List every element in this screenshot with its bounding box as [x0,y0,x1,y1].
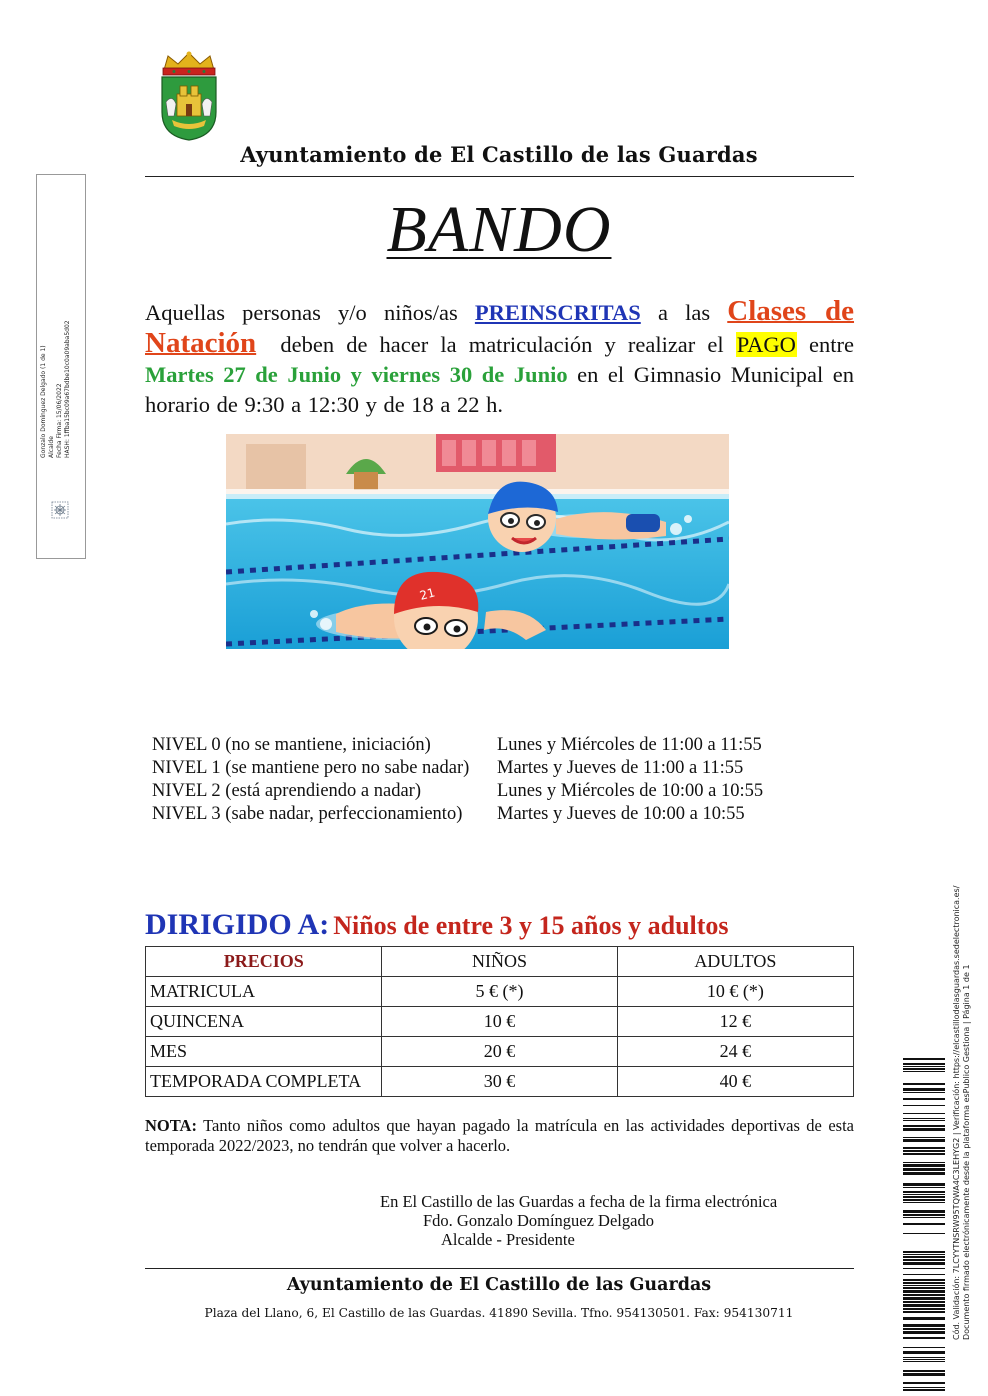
validation-text [952,886,972,1340]
barcode-bar [903,1290,945,1293]
target-audience [145,908,865,942]
barcode-bar [903,1214,945,1216]
barcode-bar [903,1164,945,1167]
barcode-bar [903,1172,945,1175]
barcode-bar [903,1088,945,1091]
table-cell: 10 € [382,1007,617,1037]
barcode-bar [903,1063,945,1065]
barcode-bar [903,1324,945,1327]
target-audience-value: Niños de entre 3 y 15 años y adultos [333,911,729,940]
page-title: BANDO [386,193,612,266]
barcode-bar [903,1137,945,1138]
validation-line: Cód. Validación: 7LCYYTNSRW95TQWA4C3LEHYG2 | Verificación: https://elcastillodelasguardas.sedelectronica.es/ [952,885,961,1340]
barcode-icon [903,1058,945,1394]
barcode-bar [903,1196,945,1198]
table-cell: 30 € [382,1067,617,1097]
barcode-bar [903,1118,945,1119]
barcode-bar [903,1128,945,1131]
level-row [152,734,852,757]
barcode-bar [903,1147,945,1149]
header-title: Ayuntamiento de El Castillo de las Guardas [240,142,758,167]
signer-role: Alcalde - Presidente [441,1230,575,1249]
barcode-bar [903,1199,945,1201]
signature-line: Gonzalo Domínguez Delgado (1 de 1) [40,345,47,458]
note-text: Tanto niños como adultos que hayan pagado la matrícula en las actividades deportivas de esta temporada 2022/2023, no tendrán que volver a hacerlo. [145,1116,854,1155]
barcode-bar [903,1153,945,1155]
pago-highlight: PAGO [736,332,796,357]
table-row [146,977,854,1007]
barcode-bar [903,1387,945,1388]
barcode-bar [903,1370,945,1372]
barcode-bar [903,1331,945,1334]
table-header-row [146,947,854,977]
barcode-bar [903,1183,945,1186]
swimming-children-illustration [226,434,729,649]
intro-text: en el Gimnasio Municipal en horario de 9:30 a 12:30 y de 18 a 22 h. [145,362,854,417]
signature-date-line: En El Castillo de las Guardas a fecha de la firma electrónica [380,1192,778,1211]
barcode-bar [903,1268,945,1269]
signer-name: Fdo. Gonzalo Domínguez Delgado [423,1211,654,1230]
level-name: NIVEL 2 (está aprendiendo a nadar) [152,781,421,801]
intro-paragraph [145,296,854,420]
barcode-bar [903,1139,945,1142]
table-header-cell: ADULTOS [617,947,853,977]
level-row [152,780,852,803]
cap-label: 21 [418,585,437,603]
barcode-bar [903,1337,945,1339]
table-row [146,1037,854,1067]
barcode-bar [903,1092,945,1093]
table-cell: MATRICULA [146,977,382,1007]
barcode-bar [903,1233,945,1234]
barcode-bar [903,1125,945,1127]
barcode-bar [903,1351,945,1354]
level-name: NIVEL 1 (se mantiene pero no sabe nadar) [152,758,470,778]
barcode-bar [903,1191,945,1193]
level-schedule: Lunes y Miércoles de 11:00 a 11:55 [497,735,762,755]
signature-line: Alcalde [48,436,55,458]
barcode-bar [903,1308,945,1310]
barcode-bar [903,1297,945,1300]
table-cell: 10 € (*) [617,977,853,1007]
signature-block [380,1192,850,1249]
header-divider [145,176,854,177]
barcode-bar [903,1071,945,1072]
table-row [146,1007,854,1037]
barcode-bar [903,1210,945,1213]
barcode-bar [903,1389,945,1391]
validation-line: Documento firmado electrónicamente desde la plataforma esPublico Gestiona | Página 1 de 1 [962,964,971,1340]
barcode-bar [903,1217,945,1218]
table-cell: QUINCENA [146,1007,382,1037]
barcode-bar [903,1150,945,1152]
barcode-bar [903,1168,945,1171]
intro-text: entre [809,332,855,357]
preinscritas-highlight: PREINSCRITAS [474,300,641,325]
level-name: NIVEL 3 (sabe nadar, perfeccionamiento) [152,804,463,824]
barcode-bar [903,1162,945,1163]
level-schedule: Martes y Jueves de 11:00 a 11:55 [497,758,744,778]
barcode-bar [903,1251,945,1253]
table-cell: 24 € [617,1037,853,1067]
barcode-bar [903,1254,945,1255]
barcode-bar [903,1317,945,1320]
table-cell: TEMPORADA COMPLETA [146,1067,382,1097]
dates-highlight: Martes 27 de Junio y viernes 30 de Junio [145,362,568,387]
barcode-bar [903,1287,945,1289]
barcode-bar [903,1279,945,1281]
barcode-bar [903,1357,945,1358]
level-name: NIVEL 0 (no se mantiene, iniciación) [152,735,431,755]
barcode-bar [903,1066,945,1067]
prices-table [145,946,854,1097]
table-cell: 40 € [617,1067,853,1097]
intro-text: Aquellas personas y/o niños/as [145,300,458,325]
clases-natacion-highlight: Clases de Natación [145,295,855,359]
table-cell: 5 € (*) [382,977,617,1007]
signature-line: Fecha Firma: 15/06/2022 [56,383,63,458]
barcode-bar [903,1058,945,1060]
barcode-bar [903,1120,945,1121]
coat-of-arms-logo [158,50,220,142]
barcode-bar [903,1256,945,1258]
barcode-bar [903,1259,945,1261]
note-label: NOTA: [145,1116,197,1135]
footer-address: Plaza del Llano, 6, El Castillo de las Guardas. 41890 Sevilla. Tfno. 954130501. Fax: 954130711 [204,1306,794,1320]
barcode-bar [903,1347,945,1348]
barcode-bar [903,1301,945,1303]
barcode-bar [903,1202,945,1203]
intro-text: deben de hacer la matriculación y realizar el [280,332,724,357]
level-schedule: Lunes y Miércoles de 10:00 a 10:55 [497,781,764,801]
barcode-bar [903,1373,945,1376]
barcode-bar [903,1105,945,1106]
barcode-bar [903,1187,945,1188]
table-cell: 12 € [617,1007,853,1037]
table-header-cell: NIÑOS [382,947,617,977]
barcode-bar [903,1359,945,1360]
target-audience-label: DIRIGIDO A: [145,908,330,941]
footer-divider [145,1268,854,1269]
table-row [146,1067,854,1097]
barcode-bar [903,1083,945,1085]
barcode-bar [903,1328,945,1330]
barcode-bar [903,1382,945,1384]
level-schedule: Martes y Jueves de 10:00 a 10:55 [497,804,745,824]
barcode-bar [903,1113,945,1114]
note-paragraph [145,1116,854,1156]
barcode-bar [903,1274,945,1275]
barcode-bar [903,1285,945,1286]
barcode-bar [903,1361,945,1362]
levels-list [152,734,852,826]
barcode-bar [903,1294,945,1296]
signature-text [40,318,72,458]
table-header-cell: PRECIOS [146,947,382,977]
barcode-bar [903,1304,945,1307]
table-cell: 20 € [382,1037,617,1067]
level-row [152,803,852,826]
barcode-bar [903,1223,945,1225]
barcode-bar [903,1311,945,1313]
signature-stamp-icon [46,492,74,528]
barcode-bar [903,1068,945,1070]
level-row [152,757,852,780]
barcode-bar [903,1282,945,1284]
signature-line: HASH: 1ffba15bc09a67bdbe10c0a09aba5d02 [64,320,71,458]
footer-title: Ayuntamiento de El Castillo de las Guardas [286,1275,712,1295]
table-cell: MES [146,1037,382,1067]
barcode-bar [903,1098,945,1100]
barcode-bar [903,1262,945,1265]
intro-text: a las [657,300,711,325]
barcode-bar [903,1194,945,1195]
